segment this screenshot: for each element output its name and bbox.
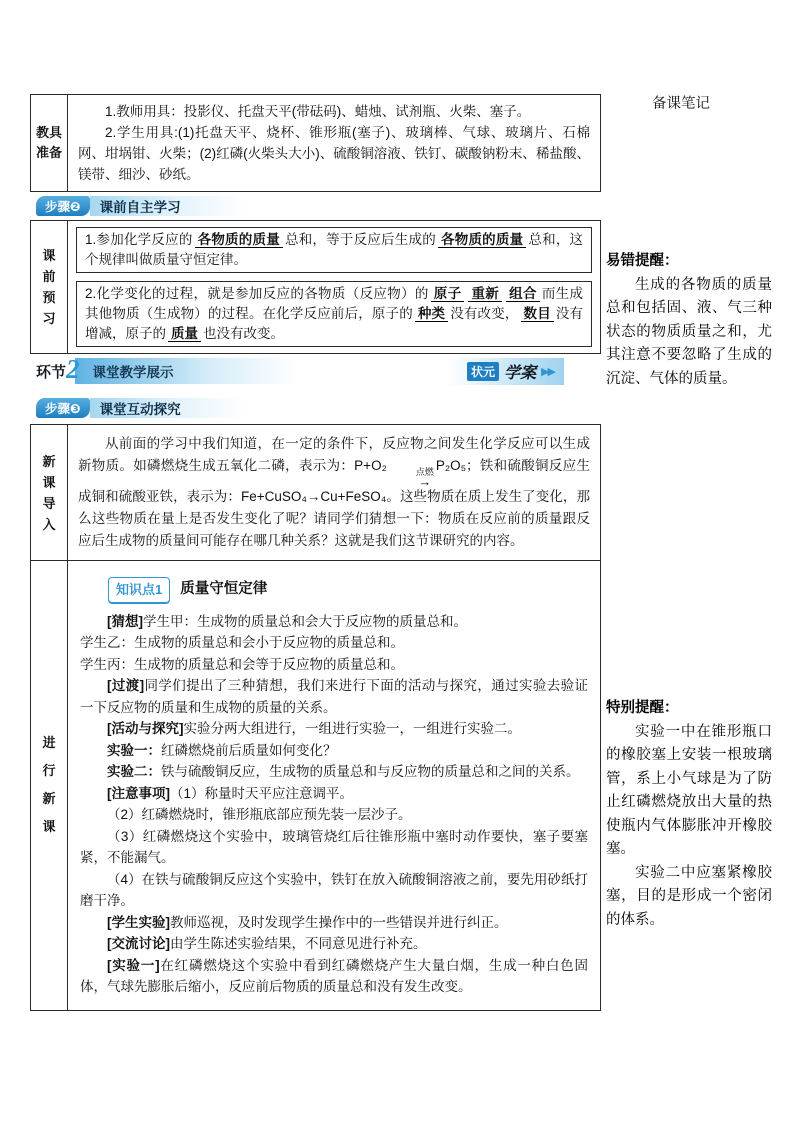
text-segment: 2.化学变化的过程，就是参加反应的各物质（反应物）的 (85, 286, 429, 301)
teaching-aids-label-cell (31, 95, 68, 191)
step3-ribbon (36, 398, 246, 418)
preview-item-2 (76, 281, 592, 347)
blank-answer: 各物质的质量 (438, 232, 526, 248)
blank-answer: 原子 (431, 286, 465, 302)
paragraph-text: 学生乙：生成物的质量总和会小于反应物的质量总和。 (80, 635, 404, 651)
intro-text-2: P₂O₅；铁和硫酸铜反应生成铜和硫酸亚铁，表示为：Fe+CuSO₄→Cu+FeSO₄。这些物质在质上发生了变化，那么这些物质在量上是否发生变化了呢？请同学们猜想一下：物质在反应前的质量跟反应后生成物的质量间可能存在哪几种关系？这就是我们这节课研究的内容。 (78, 458, 590, 549)
blank-answer: 各物质的质量 (195, 232, 283, 248)
paragraph-text: （4）在铁与硫酸铜反应这个实验中，铁钉在放入硫酸铜溶液之前，要先用砂纸打磨干净。 (80, 871, 588, 909)
new-lesson-label: 进行新课 (42, 735, 56, 835)
preview-label-cell (31, 221, 68, 353)
special-reminder-body-1: 实验一中在锥形瓶口的橡胶塞上安装一根玻璃管，系上小气球是为了防止红磷燃烧放出大量的热使瓶内气体膨胀冲开橡胶塞。 (606, 723, 772, 857)
knowledge-point-badge: 知识点1 (108, 577, 170, 603)
blank-answer: 质量 (168, 326, 201, 342)
stage-banner (36, 353, 564, 384)
preview-item-1 (76, 227, 592, 273)
brand-box: 状元 (467, 362, 499, 381)
text-segment: 也没有改变。 (203, 326, 284, 341)
special-reminder-body-2: 实验二中应塞紧橡胶塞，目的是形成一个密闭的体系。 (606, 864, 772, 928)
paragraph-text: （3）红磷燃烧这个实验中，玻璃管烧红后往锥形瓶中塞时动作要快，塞子要塞紧，不能漏气。 (80, 828, 588, 866)
run-paragraph (80, 654, 588, 676)
paragraph-text: 学生丙：生成物的质量总和会等于反应物的质量总和。 (80, 656, 404, 672)
easy-mistake-tip (606, 250, 772, 391)
blank-answer: 重新 (468, 286, 502, 302)
arrow-icon: → (418, 474, 432, 489)
intro-paragraph (78, 433, 590, 552)
new-lesson-row (31, 561, 600, 1010)
brand-name: 学案 (504, 364, 537, 382)
lesson-intro-body (68, 425, 600, 560)
student-tools-line: 2.学生用具:(1)托盘天平、烧杯、锥形瓶(塞子)、玻璃棒、气球、玻璃片、石棉网、坩埚钳、火柴；(2)红磷(火柴头大小)、硫酸铜溶液、铁钉、碳酸钠粉末、稀盐酸、镁带、细沙、砂纸。 (78, 125, 590, 182)
run-paragraph (80, 955, 588, 998)
run-paragraphs (80, 611, 588, 998)
step2-badge: 步骤❷ (36, 196, 90, 216)
paragraph-text: 实验分两大组进行，一组进行实验一，一组进行实验二。 (183, 721, 521, 737)
preview-body (68, 221, 600, 353)
run-paragraph (80, 740, 588, 762)
preview-label: 课前预习 (42, 248, 56, 326)
run-paragraph (80, 933, 588, 955)
main-content-box (30, 424, 601, 1011)
brand-logo (447, 358, 564, 385)
text-segment: 没有增减，原子的 (85, 306, 584, 341)
knowledge-point-title: 质量守恒定律 (180, 581, 268, 598)
paragraph-text: 学生甲：生成物的质量总和会大于反应物的质量总和。 (143, 613, 467, 629)
run-paragraph (80, 804, 588, 826)
paragraph-tag: [活动与探究] (107, 721, 184, 737)
teacher-tools-line: 1.教师用具：投影仪、托盘天平(带砝码)、蜡烛、试剂瓶、火柴、塞子。 (105, 104, 531, 119)
special-reminder-title: 特别提醒： (606, 700, 679, 716)
text-segment: 1.参加化学反应的 (85, 232, 193, 247)
reaction-condition-arrow (389, 467, 434, 489)
text-segment: 总和，这个规律叫做质量守恒定律。 (85, 232, 584, 267)
preview-row (30, 220, 601, 354)
paragraph-tag: 实验一： (107, 742, 161, 758)
run-paragraph (80, 718, 588, 740)
blank-answer: 数目 (521, 306, 554, 322)
run-paragraph (80, 912, 588, 934)
run-paragraph (80, 826, 588, 869)
run-paragraph (80, 783, 588, 805)
easy-mistake-tip-body: 生成的各物质的质量总和包括固、液、气三种状态的物质质量之和，尤其注意不要忽略了生成的沉淀、气体的质量。 (606, 276, 772, 387)
paragraph-text: 铁与硫酸铜反应，生成物的质量总和与反应物的质量总和之间的关系。 (161, 764, 580, 780)
run-paragraph (80, 869, 588, 912)
intro-text-1: 从前面的学习中我们知道，在一定的条件下，反应物之间发生化学反应可以生成新物质。如磷燃烧生成五氧化二磷，表示为：P+O₂ (78, 436, 590, 473)
stage-title: 课堂教学展示 (75, 358, 298, 384)
paragraph-tag: [学生实验] (107, 914, 170, 930)
stage-number: 2 (66, 353, 80, 384)
margin-note: 备课笔记 (652, 96, 710, 112)
paragraph-tag: [猜想] (107, 613, 143, 629)
blank-answer: 种类 (415, 306, 448, 322)
text-segment: 而生成其他物质（生成物）的过程。在化学反应前后，原子的 (85, 286, 584, 321)
lesson-intro-label: 新课导入 (42, 453, 56, 532)
paragraph-tag: [注意事项] (107, 785, 170, 801)
easy-mistake-tip-title: 易错提醒： (606, 253, 679, 269)
new-lesson-label-cell (31, 561, 68, 1010)
stage-word: 环节 (36, 363, 67, 381)
lesson-intro-row (31, 425, 600, 561)
paragraph-tag: [交流讨论] (107, 936, 170, 952)
step3-title: 课堂互动探究 (90, 398, 246, 418)
step2-ribbon (36, 196, 246, 216)
step2-title: 课前自主学习 (90, 196, 246, 216)
paragraph-tag: 实验二： (107, 764, 161, 780)
knowledge-point-header (108, 577, 588, 603)
paragraph-text: 由学生陈述实验结果，不同意见进行补充。 (170, 936, 427, 952)
run-paragraph (80, 632, 588, 654)
new-lesson-body (68, 561, 600, 1010)
run-paragraph (80, 761, 588, 783)
teaching-aids-label: 教具准备 (35, 125, 62, 160)
paragraph-text: （2）红磷燃烧时，锥形瓶底部应预先装一层沙子。 (107, 807, 412, 823)
special-reminder-tip (606, 697, 772, 932)
paragraph-tag: [实验一] (107, 957, 160, 973)
step3-badge: 步骤❸ (36, 398, 90, 418)
paragraph-text: 在红磷燃烧这个实验中看到红磷燃烧产生大量白烟，生成一种白色固体，气球先膨胀后缩小，反应前后物质的质量总和没有发生改变。 (80, 957, 588, 995)
blank-answer: 组合 (506, 286, 540, 302)
teaching-aids-row (30, 94, 601, 192)
reaction-condition: 点燃 (415, 467, 434, 477)
lesson-intro-label-cell (31, 425, 68, 560)
teaching-aids-body (68, 95, 600, 191)
paragraph-text: 同学们提出了三种猜想，我们来进行下面的活动与探究，通过实验去验证一下反应物的质量和生成物的质量的关系。 (80, 678, 588, 715)
run-paragraph (80, 611, 588, 633)
run-paragraph (80, 675, 588, 718)
paragraph-tag: [过渡] (107, 678, 145, 694)
text-segment: 总和，等于反应后生成的 (284, 232, 436, 247)
paragraph-text: 红磷燃烧前后质量如何变化？ (161, 742, 337, 758)
brand-arrows-icon: ▶▶ (541, 365, 554, 378)
paragraph-text: 教师巡视，及时发现学生操作中的一些错误并进行纠正。 (170, 914, 508, 930)
paragraph-text: （1）称量时天平应注意调平。 (170, 785, 354, 801)
text-segment: 没有改变， (450, 306, 519, 321)
